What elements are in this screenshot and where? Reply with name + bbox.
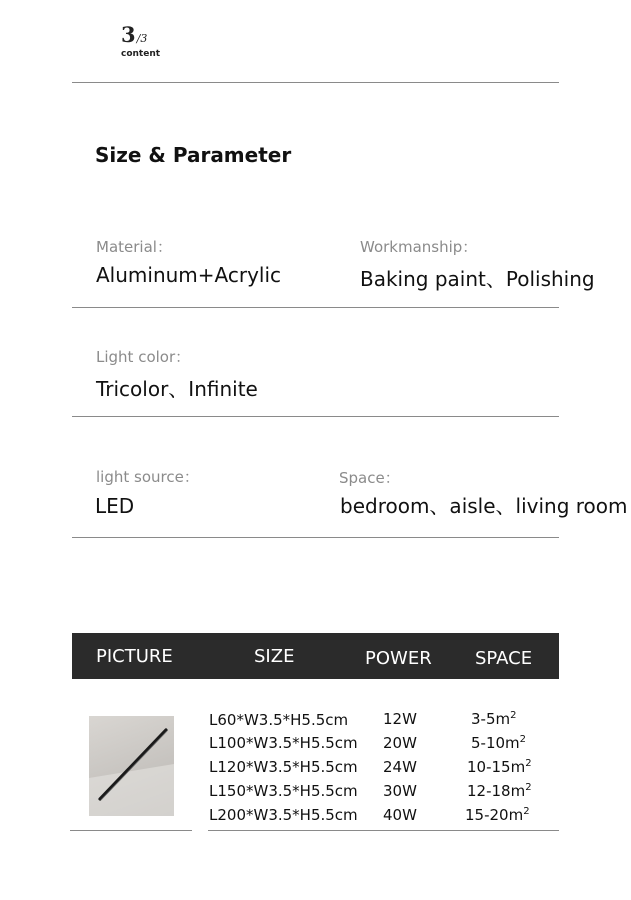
light-color-value: Tricolor、Infinite (96, 377, 258, 401)
unit-superscript: 2 (510, 710, 517, 721)
space-label: Space： (339, 469, 400, 487)
divider-params-3 (72, 537, 559, 538)
space-cell (465, 806, 530, 824)
section-title: Size & Parameter (95, 143, 292, 167)
page-indicator (121, 22, 147, 47)
space-value: 10-15m (467, 758, 526, 776)
divider-params-1 (72, 307, 559, 308)
header-size: SIZE (254, 646, 295, 667)
unit-superscript: 2 (525, 782, 532, 793)
product-photo (89, 716, 174, 816)
power-cell: 20W (383, 734, 417, 752)
divider-table-left (70, 830, 192, 831)
spec-table-header (72, 633, 559, 679)
size-cell: L150*W3.5*H5.5cm (209, 782, 358, 800)
header-picture: PICTURE (96, 646, 173, 667)
divider-params-2 (72, 416, 559, 417)
space-value: 15-20m (465, 806, 524, 824)
unit-superscript: 2 (525, 758, 532, 769)
space-value: 5-10m (471, 734, 520, 752)
power-cell: 40W (383, 806, 417, 824)
unit-superscript: 2 (523, 806, 530, 817)
header-power: POWER (365, 648, 432, 669)
size-cell: L120*W3.5*H5.5cm (209, 758, 358, 776)
divider-table-right (208, 830, 559, 831)
linear-light-image (89, 716, 174, 816)
material-value: Aluminum+Acrylic (96, 263, 282, 287)
light-color-label: Light color： (96, 348, 191, 366)
light-source-value: LED (95, 494, 135, 518)
size-cell: L100*W3.5*H5.5cm (209, 734, 358, 752)
space-cell (471, 710, 517, 728)
material-label: Material： (96, 238, 172, 256)
space-cell (467, 758, 532, 776)
size-cell: L200*W3.5*H5.5cm (209, 806, 358, 824)
power-cell: 12W (383, 710, 417, 728)
page-number: 3 (121, 22, 136, 47)
workmanship-label: Workmanship： (360, 238, 478, 256)
header-space: SPACE (475, 648, 533, 669)
page-total: /3 (136, 32, 148, 45)
workmanship-value: Baking paint、Polishing (360, 267, 595, 291)
power-cell: 30W (383, 782, 417, 800)
space-value: bedroom、aisle、living room (340, 494, 628, 518)
light-source-label: light source： (96, 468, 199, 486)
divider-top (72, 82, 559, 83)
power-cell: 24W (383, 758, 417, 776)
space-cell (471, 734, 526, 752)
unit-superscript: 2 (519, 734, 527, 745)
space-value: 3-5m (471, 710, 511, 728)
size-cell: L60*W3.5*H5.5cm (209, 711, 349, 729)
space-cell (467, 782, 532, 800)
page-caption: content (121, 49, 161, 59)
space-value: 12-18m (467, 782, 526, 800)
